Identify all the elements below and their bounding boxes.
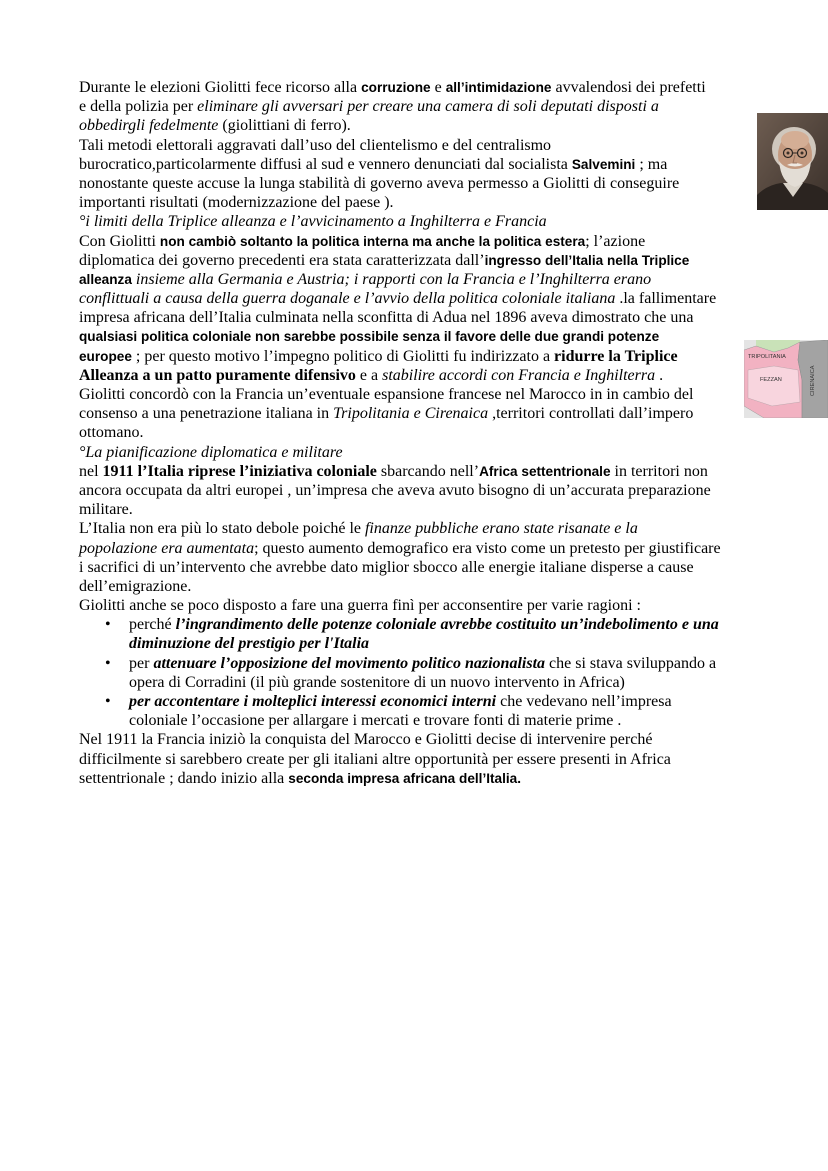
text-run-bold-italic: diminuzione del prestigio per l'Italia: [129, 635, 370, 653]
text-run-italic: °La pianificazione diplomatica e militare: [79, 443, 343, 461]
text-run: Durante le elezioni Giolitti fece ricorso alla: [79, 79, 362, 96]
text-line: [79, 232, 769, 251]
text-run: .la fallimentare: [615, 290, 717, 308]
bullet-icon: •: [105, 616, 111, 634]
text-run: ; questo aumento demografico era visto come un pretesto per giustificare: [254, 539, 721, 557]
text-line: [79, 385, 769, 404]
list-item: [79, 654, 769, 673]
map-region-fezzan: [748, 366, 800, 406]
text-run: sbarcando nell’: [376, 462, 480, 480]
text-run: Giolitti anche se poco disposto a fare una guerra finì per acconsentire per varie ragioni :: [79, 597, 641, 615]
list-item-continuation: [79, 711, 769, 730]
text-run-italic: finanze pubbliche erano state risanate e la: [364, 520, 638, 538]
text-run: settentrionale ; dando inizio alla: [79, 769, 289, 787]
text-line: [79, 116, 769, 135]
text-line: [79, 596, 769, 615]
bullet-icon: •: [105, 654, 111, 672]
text-run: burocratico,particolarmente diffusi al sud e vennero denunciati dal socialista: [79, 155, 572, 173]
text-line: [79, 423, 769, 442]
text-run: coloniale l’occasione per allargare i mercati e trovare fonti di materie prime .: [129, 712, 622, 730]
text-line: [79, 347, 769, 366]
text-run-italic: Tripolitania e Cirenaica: [333, 405, 489, 423]
text-line: [79, 769, 769, 788]
text-run: avvalendosi dei prefetti: [551, 79, 706, 96]
text-run-bold: all’intimidazione: [445, 80, 552, 95]
text-run: L’Italia non era più lo stato debole poiché le: [79, 520, 365, 538]
map-label-tripolitania: TRIPOLITANIA: [748, 354, 786, 360]
text-run: e: [430, 79, 446, 96]
text-run-italic: popolazione era aumentata: [79, 539, 255, 557]
text-run-italic: eliminare gli avversari per creare una camera di soli deputati disposti a: [197, 98, 659, 116]
list-item-continuation: [79, 634, 769, 653]
text-run: consenso a una penetrazione italiana in: [79, 405, 334, 423]
text-line: [79, 97, 769, 116]
text-run: ancora occupata da altri europei , un’impresa che aveva avuto bisogno di un’accurata preparazione: [79, 481, 711, 499]
text-line: [79, 270, 769, 289]
text-line: [79, 750, 769, 769]
text-line: [79, 155, 769, 174]
text-line: [79, 500, 769, 519]
text-run: nonostante queste accuse la lunga stabilità di governo aveva permesso a Giolitti di conseguire: [79, 174, 680, 192]
text-run: ; per questo motivo l’impegno politico di Giolitti fu indirizzato a: [131, 347, 555, 365]
text-run-bold: Alleanza a un patto puramente difensivo: [79, 366, 356, 384]
text-run: per: [129, 654, 154, 672]
text-run-italic: insieme alla Germania e Austria; i rapporti con la Francia e l’Inghilterra erano: [131, 270, 652, 288]
text-run: in territori non: [610, 462, 708, 480]
list-item: [79, 692, 769, 711]
text-run-bold: ingresso dell’Italia nella Triplice: [484, 252, 690, 268]
portrait-forehead: [781, 131, 809, 149]
text-run-bold: seconda impresa africana dell’Italia.: [288, 770, 521, 786]
list-item: [79, 615, 769, 634]
text-run-italic: conflittuali a causa della guerra doganale e l’avvio della politica coloniale italiana: [79, 290, 616, 308]
text-line: [79, 730, 769, 749]
text-line: [79, 327, 769, 346]
text-run: diplomatica dei governo precedenti era stata caratterizzata dall’: [79, 251, 485, 269]
text-run-bold: alleanza: [79, 271, 132, 287]
text-run: impresa africana dell’Italia culminata nella sconfitta di Adua nel 1896 aveva dimostrato che una: [79, 309, 694, 327]
text-run: Tali metodi elettorali aggravati dall’uso del clientelismo e del centralismo: [79, 136, 552, 154]
text-run-bold: europee: [79, 348, 132, 364]
text-line: [79, 78, 769, 97]
text-run: Con Giolitti: [79, 232, 160, 250]
text-run-bold-italic: l’ingrandimento delle potenze coloniale avrebbe costituito un’indebolimento e una: [175, 616, 719, 634]
document-body: [79, 78, 769, 788]
text-run: (giolittiani di ferro).: [218, 117, 351, 135]
text-run-bold-italic: per accontentare i molteplici interessi economici interni: [129, 693, 497, 710]
text-line: [79, 519, 769, 538]
text-line: [79, 308, 769, 327]
text-line: [79, 366, 769, 385]
text-run: nel: [79, 462, 103, 480]
text-run: e della polizia per: [79, 98, 198, 116]
bullet-icon: •: [105, 693, 111, 710]
text-line: [79, 558, 769, 577]
text-run: dell’emigrazione.: [79, 577, 192, 595]
text-run: Nel 1911 la Francia iniziò la conquista del Marocco e Giolitti decise di intervenire perché: [79, 731, 653, 749]
text-run: ; l’azione: [585, 232, 646, 250]
libya-map: [744, 340, 828, 418]
text-run: .: [655, 366, 664, 384]
text-line: [79, 462, 769, 481]
text-line: [79, 577, 769, 596]
text-run-bold: ridurre la Triplice: [554, 347, 678, 365]
text-run-italic: °i limiti della Triplice alleanza e l’avvicinamento a Inghilterra e Francia: [79, 213, 547, 231]
text-run: militare.: [79, 501, 133, 519]
portrait-photo: [757, 113, 828, 210]
text-run: perché: [129, 616, 176, 634]
text-run-bold: 1911 l’Italia riprese l’iniziativa coloniale: [102, 462, 377, 480]
text-run-bold: non cambiò soltanto la politica interna ma anche la politica estera: [159, 233, 586, 249]
text-run-italic: stabilire accordi con Francia e Inghilterra: [382, 366, 656, 384]
text-run: che vedevano nell’impresa: [496, 693, 672, 710]
text-line: [79, 136, 769, 155]
text-run: ,territori controllati dall’impero: [488, 405, 694, 423]
text-run: opera di Corradini (il più grande sostenitore di un nuovo intervento in Africa): [129, 673, 625, 691]
bullet-list: [79, 615, 769, 730]
text-run: ; ma: [635, 155, 668, 173]
text-run-bold: qualsiasi politica coloniale non sarebbe possibile senza il favore delle due grandi potenze: [79, 329, 660, 345]
text-run: che si stava sviluppando a: [545, 654, 717, 672]
text-line: [79, 539, 769, 558]
map-label-fezzan: FEZZAN: [760, 377, 782, 383]
text-run-bold-italic: attenuare l’opposizione del movimento politico nazionalista: [153, 654, 546, 672]
list-item-continuation: [79, 673, 769, 692]
text-run: Giolitti concordò con la Francia un’eventuale espansione francese nel Marocco in in cambio del: [79, 386, 694, 403]
text-run: importanti risultati (modernizzazione del paese ).: [79, 194, 394, 212]
text-line: [79, 251, 769, 270]
text-line: [79, 193, 769, 212]
text-run-bold: corruzione: [361, 80, 431, 95]
text-run: e a: [355, 366, 383, 384]
text-line: [79, 404, 769, 423]
section-heading: [79, 212, 769, 231]
text-run-bold: Salvemini: [571, 156, 636, 172]
section-heading: [79, 443, 769, 462]
map-label-cirenaica: CIRENAICA: [810, 365, 816, 396]
text-run-italic: obbedirgli fedelmente: [79, 117, 219, 135]
text-run-bold: Africa settentrionale: [479, 463, 611, 479]
text-line: [79, 481, 769, 500]
text-line: [79, 289, 769, 308]
text-run: i sacrifici di un’intervento che avrebbe dato miglior sbocco alle energie italiane disperse a cause: [79, 558, 694, 576]
text-line: [79, 174, 769, 193]
text-run: ottomano.: [79, 424, 144, 442]
text-run: difficilmente si sarebbero create per gli italiani altre opportunità per essere presenti in Africa: [79, 750, 671, 768]
